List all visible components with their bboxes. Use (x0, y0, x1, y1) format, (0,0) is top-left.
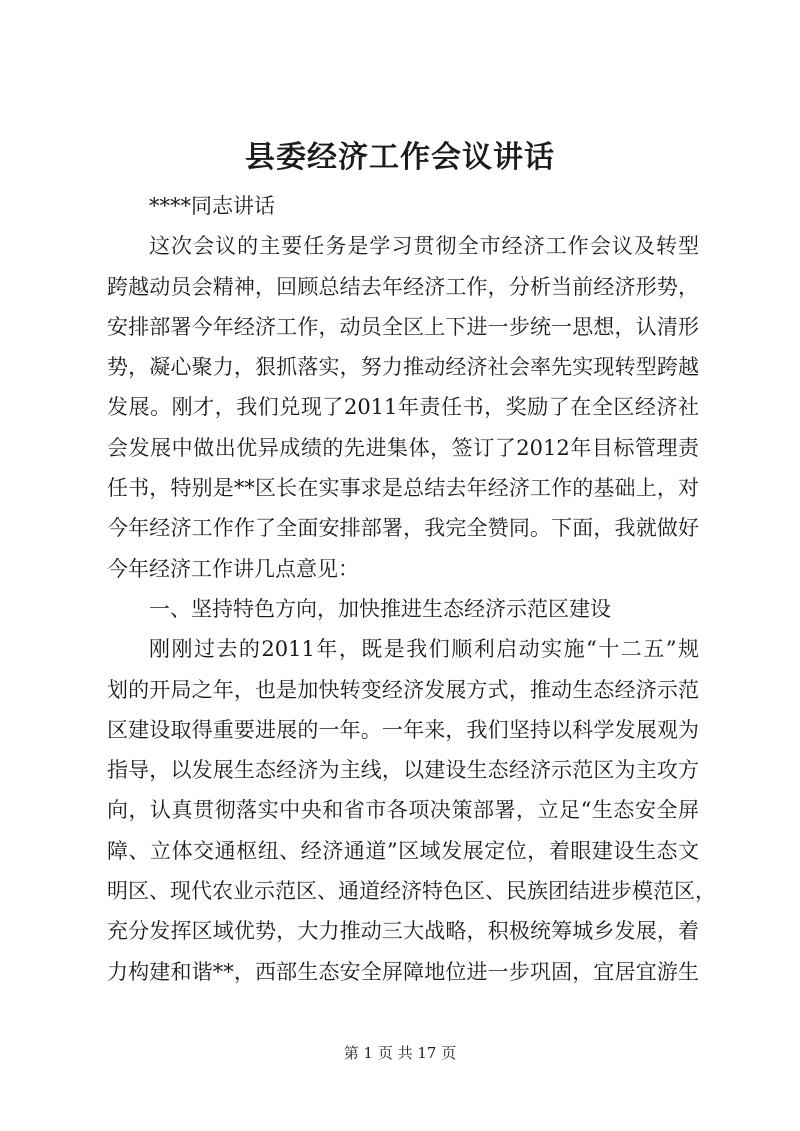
document-body (107, 186, 716, 992)
body-line: 向，认真贯彻落实中央和省市各项决策部署，立足“生态安全屏 (107, 798, 699, 823)
body-line: 这次会议的主要任务是学习贯彻全市经济工作会议及转型 (149, 234, 699, 259)
section-heading: 一、坚持特色方向，加快推进生态经济示范区建设 (149, 596, 611, 621)
document-title: 县委经济工作会议讲话 (245, 140, 555, 175)
body-line: 今年经济工作作了全面安排部署，我完全赞同。下面，我就做好 (107, 516, 699, 541)
body-line: 障、立体交通枢纽、经济通道”区域发展定位，着眼建设生态文 (107, 838, 699, 863)
body-line: 刚刚过去的2011年，既是我们顺利启动实施“十二五”规 (149, 637, 699, 662)
speaker-line: ****同志讲话 (149, 194, 275, 218)
body-line: 发展。刚才，我们兑现了2011年责任书，奖励了在全区经济社 (107, 395, 699, 420)
page-footer: 第 1 页 共 17 页 (343, 1044, 457, 1062)
body-line: 安排部署今年经济工作，动员全区上下进一步统一思想，认清形 (107, 314, 699, 339)
body-line: 会发展中做出优异成绩的先进集体，签订了2012年目标管理责 (107, 435, 699, 460)
body-line: 跨越动员会精神，回顾总结去年经济工作，分析当前经济形势， (107, 274, 699, 299)
body-line: 任书，特别是**区长在实事求是总结去年经济工作的基础上，对 (107, 476, 699, 501)
body-line: 指导，以发展生态经济为主线，以建设生态经济示范区为主攻方 (107, 758, 699, 783)
body-line: 划的开局之年，也是加快转变经济发展方式，推动生态经济示范 (107, 677, 699, 702)
body-line: 明区、现代农业示范区、通道经济特色区、民族团结进步模范区， (107, 879, 716, 904)
body-line: 充分发挥区域优势，大力推动三大战略，积极统筹城乡发展，着 (107, 919, 699, 944)
body-line: 今年经济工作讲几点意见： (107, 556, 359, 581)
body-line: 势，凝心聚力，狠抓落实，努力推动经济社会率先实现转型跨越 (107, 355, 699, 380)
body-line: 力构建和谐**，西部生态安全屏障地位进一步巩固，宜居宜游生 (107, 959, 699, 984)
body-line: 区建设取得重要进展的一年。一年来，我们坚持以科学发展观为 (107, 717, 699, 742)
